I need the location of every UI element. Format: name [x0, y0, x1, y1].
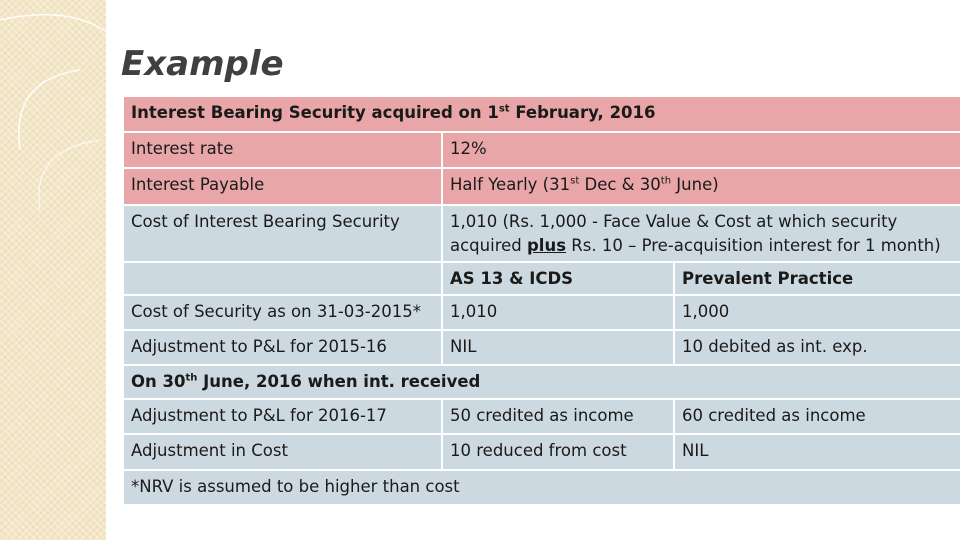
interest-payable-label: Interest Payable [124, 169, 441, 204]
interest-rate-label: Interest rate [124, 133, 441, 167]
table-row-label: Adjustment to P&L for 2016-17 [124, 400, 441, 433]
slide-title: Example [121, 44, 284, 84]
table-row-prevalent: 1,000 [675, 296, 960, 329]
table-row-prevalent: NIL [675, 435, 960, 469]
section-header-june: On 30th June, 2016 when int. received [124, 366, 960, 398]
col-header-prevalent: Prevalent Practice [675, 263, 960, 294]
interest-payable-value: Half Yearly (31st Dec & 30th June) [443, 169, 960, 204]
table-row-as13: 1,010 [443, 296, 673, 329]
table-row-prevalent: 10 debited as int. exp. [675, 331, 960, 364]
cost-security-value: 1,010 (Rs. 1,000 - Face Value & Cost at which security acquired plus Rs. 10 – Pre-acquisition interest for 1 month) [443, 206, 960, 261]
cost-security-label: Cost of Interest Bearing Security [124, 206, 441, 261]
interest-rate-value: 12% [443, 133, 960, 167]
footnote: *NRV is assumed to be higher than cost [124, 471, 960, 504]
table-row-label: Adjustment in Cost [124, 435, 441, 469]
table-row-prevalent: 60 credited as income [675, 400, 960, 433]
table-row-as13: NIL [443, 331, 673, 364]
table-row-as13: 50 credited as income [443, 400, 673, 433]
table-row-as13: 10 reduced from cost [443, 435, 673, 469]
table-row-label: Adjustment to P&L for 2015-16 [124, 331, 441, 364]
compare-header-blank [124, 263, 441, 294]
table-header: Interest Bearing Security acquired on 1st February, 2016 [124, 97, 960, 131]
table-row-label: Cost of Security as on 31-03-2015* [124, 296, 441, 329]
col-header-as13: AS 13 & ICDS [443, 263, 673, 294]
